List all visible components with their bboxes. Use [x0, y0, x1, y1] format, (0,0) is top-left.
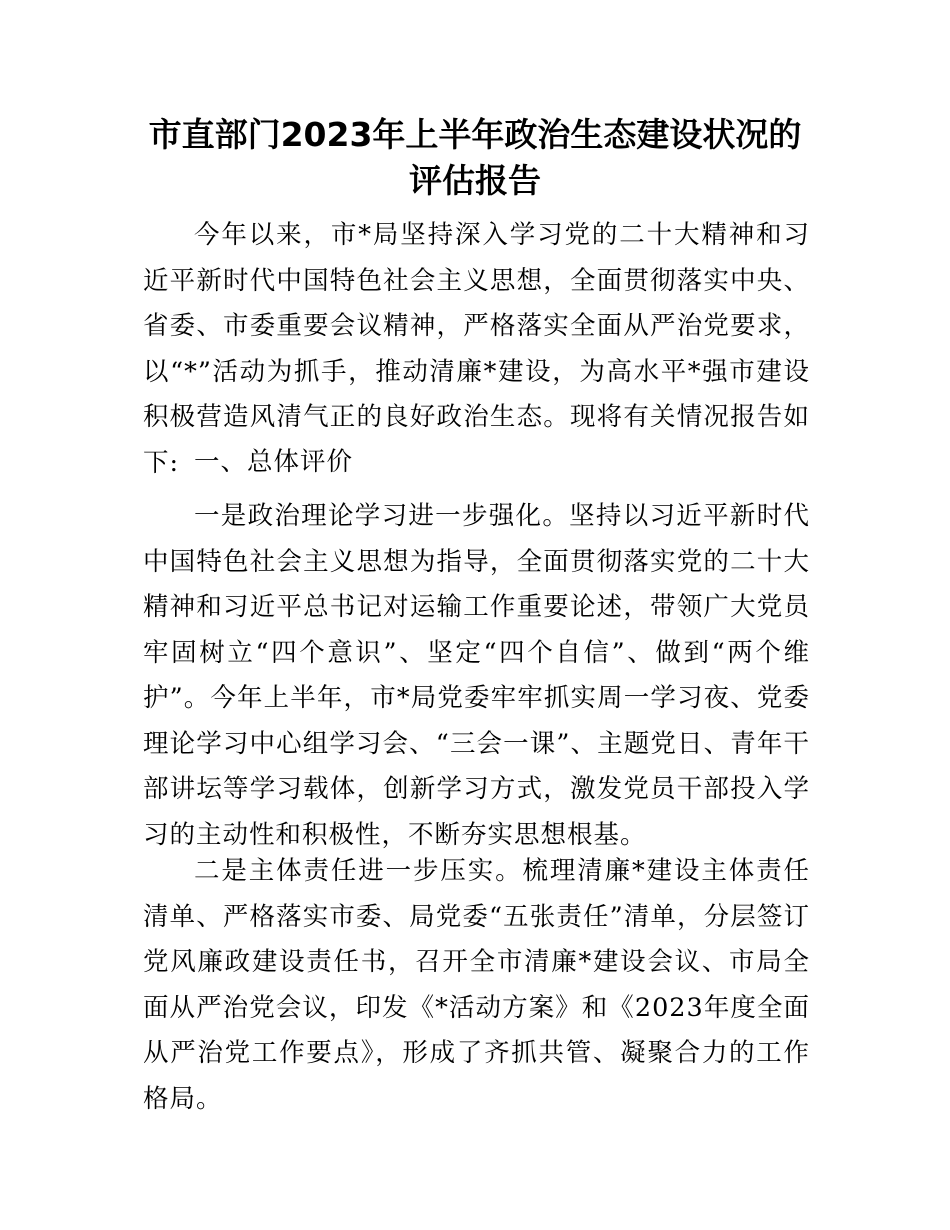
section-heading: 一、总体评价 [194, 447, 354, 477]
intro-paragraph: 今年以来，市*局坚持深入学习党的二十大精神和习近平新时代中国特色社会主义思想，全面贯彻落实中央、省委、市委重要会议精神，严格落实全面从严治党要求，以“*”活动为抓手，推动清廉*建设，为高水平*强市建设积极营造风清气正的良好政治生态。现将有关情况报告如下: [143, 220, 810, 478]
document-title: 市直部门2023年上半年政治生态建设状况的评估报告 [148, 115, 802, 200]
point-one-paragraph: 一是政治理论学习进一步强化。坚持以习近平新时代中国特色社会主义思想为指导，全面贯彻落实党的二十大精神和习近平总书记对运输工作重要论述，带领广大党员牢固树立“四个意识”、坚定“四个自信”、做到“两个维护”。今年上半年，市*局党委牢牢抓实周一学习夜、党委理论学习中心组学习会、“三会一课”、主题党日、青年干部讲坛等学习载体，创新学习方式，激发党员干部投入学习的主动性和积极性，不断夯实思想根基。 [143, 501, 810, 850]
point-two-paragraph: 二是主体责任进一步压实。梳理清廉*建设主体责任清单、严格落实市委、局党委“五张责任”清单，分层签订党风廉政建设责任书，召开全市清廉*建设会议、市局全面从严治党会议，印发《*活动方案》和《2023年度全面从严治党工作要点》，形成了齐抓共管、凝聚合力的工作格局。 [143, 856, 810, 1114]
